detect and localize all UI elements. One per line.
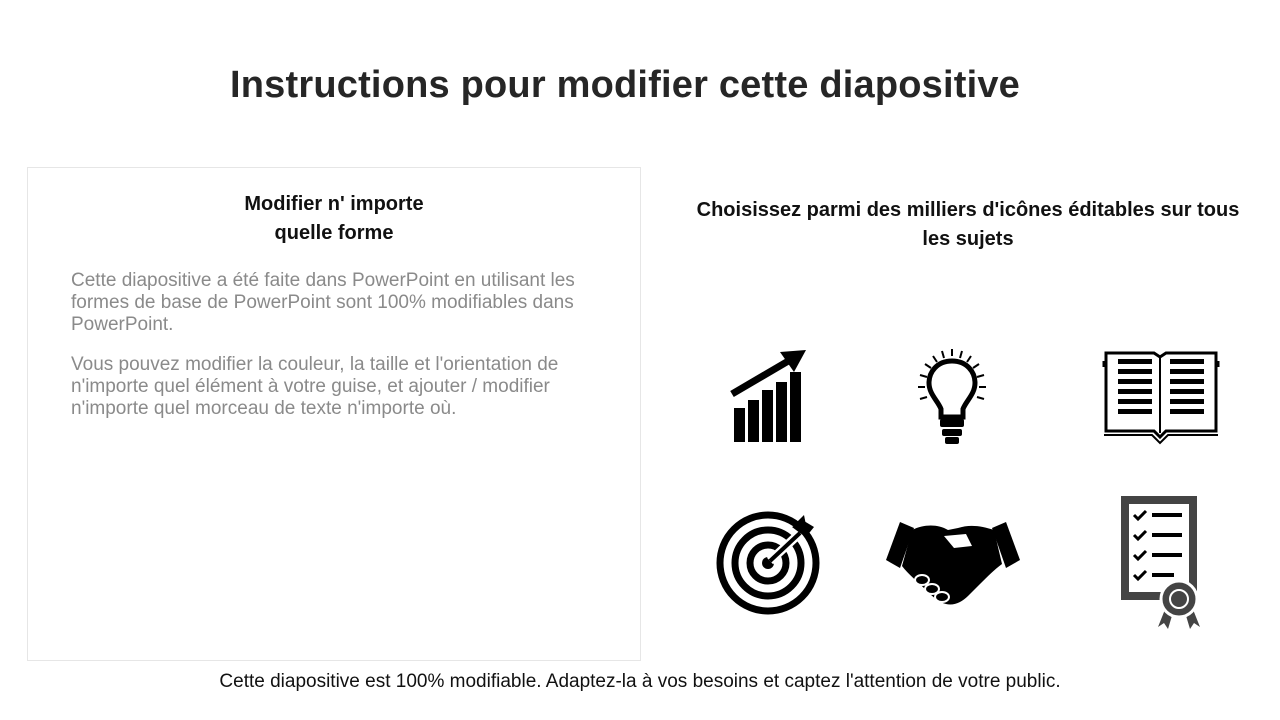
slide-footer: Cette diapositive est 100% modifiable. Adaptez-la à vos besoins et captez l'attention de votre public.: [219, 671, 1061, 692]
slide-title: Instructions pour modifier cette diapositive: [229, 64, 1021, 106]
body-paragraph-1: Cette diapositive a été faite dans PowerPoint en utilisant les formes de base de PowerPoint sont 100% modifiables dans PowerPoint.: [71, 270, 575, 335]
certificate-checklist-icon: [1118, 495, 1204, 631]
left-heading-line-2: quelle forme: [274, 222, 394, 244]
target-icon: [714, 511, 824, 615]
open-book-icon: [1102, 347, 1220, 445]
left-panel-body: [71, 270, 631, 438]
handshake-icon: [884, 518, 1022, 608]
growth-chart-icon: [728, 348, 808, 446]
left-heading-line-1: Modifier n' importe: [244, 193, 424, 215]
left-panel: [27, 167, 641, 661]
right-panel-heading: [688, 196, 1248, 254]
body-paragraph-2: Vous pouvez modifier la couleur, la taille et l'orientation de n'importe quel élément à votre guise, et ajouter / modifier n'importe quel morceau de texte n'importe où.: [71, 354, 559, 419]
right-heading-line-2: les sujets: [922, 228, 1014, 250]
right-heading-line-1: Choisissez parmi des milliers d'icônes éditables sur tous: [696, 199, 1240, 221]
left-panel-heading: [156, 190, 512, 248]
lightbulb-icon: [912, 347, 992, 447]
